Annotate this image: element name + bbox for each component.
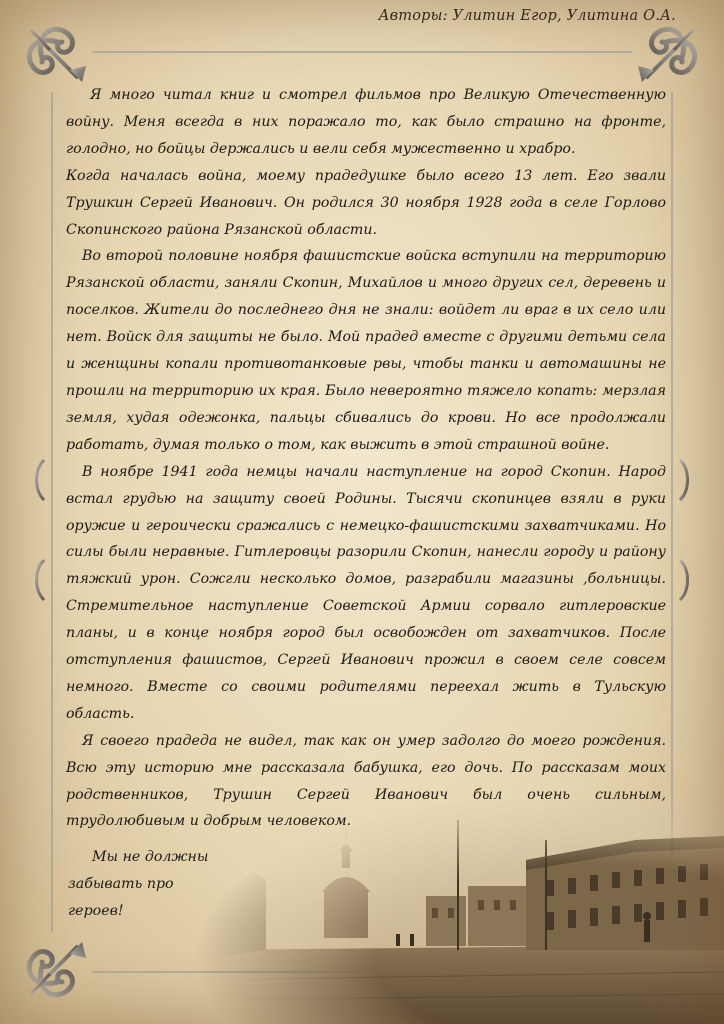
closing-line: Мы не должны (92, 849, 209, 865)
fleur-de-lis-icon (29, 29, 86, 82)
paragraph: Когда началась война, моему прадедушке было всего 13 лет. Его звали Трушкин Сергей Иванович. Он родился 30 ноября 1928 года в селе Горлово Скопинского района Рязанской области. (66, 167, 666, 238)
closing-line: героев! (68, 902, 124, 919)
story-text (66, 82, 666, 835)
paragraph: Я своего прадеда не видел, так как он умер задолго до моего рождения. Всю эту историю мне рассказала бабушка, его дочь. По рассказам моих родственников, Трушин Сергей Иванович был очень сильным, трудолюбивым и добрым человеком. (66, 732, 666, 830)
authors-line: Авторы: Улитин Егор, Улитина О.А. (378, 8, 676, 24)
closing-slogan (68, 844, 228, 925)
fleur-de-lis-icon (638, 29, 695, 82)
fleur-de-lis-icon (29, 942, 86, 995)
paragraph: Во второй половине ноября фашистские войска вступили на территорию Рязанской области, заняли Скопин, Михайлов и много других сел, деревень и поселков. Жители до последнего дня не знали: войдет ли враг в их село или нет. Войск для защиты не было. Мой прадед вместе с другими детьми села и женщины копали противотанковые рвы, чтобы танки и автомашины не прошли на территорию их края. Было невероятно тяжело копать: мерзлая земля, худая одежонка, пальцы сбивались до крови. Но все продолжали работать, думая только о том, как выжить в этой страшной войне. (66, 248, 666, 453)
paragraph: В ноябре 1941 года немцы начали наступление на город Скопин. Народ встал грудью на защиту своей Родины. Тысячи скопинцев взяли в руки оружие и героически сражались с немецко-фашистскими захватчиками. Но силы были неравные. Гитлеровцы разорили Скопин, нанесли городу и району тяжкий урон. Сожгли несколько домов, разграбили магазины ,больницы. Стремительное наступление Советской Армии сорвало гитлеровские планы, и в конце ноября город был освобожден от захватчиков. После отступления фашистов, Сергей Иванович прожил в своем селе совсем немного. Вместе со своими родителями переехал жить в Тульскую область. (66, 463, 666, 722)
paragraph: Я много читал книг и смотрел фильмов про Великую Отечественную войну. Меня всегда в них поражало то, как было страшно на фронте, голодно, но бойцы держались и вели себя мужественно и храбро. (66, 87, 666, 157)
closing-line: забывать про (68, 875, 174, 892)
